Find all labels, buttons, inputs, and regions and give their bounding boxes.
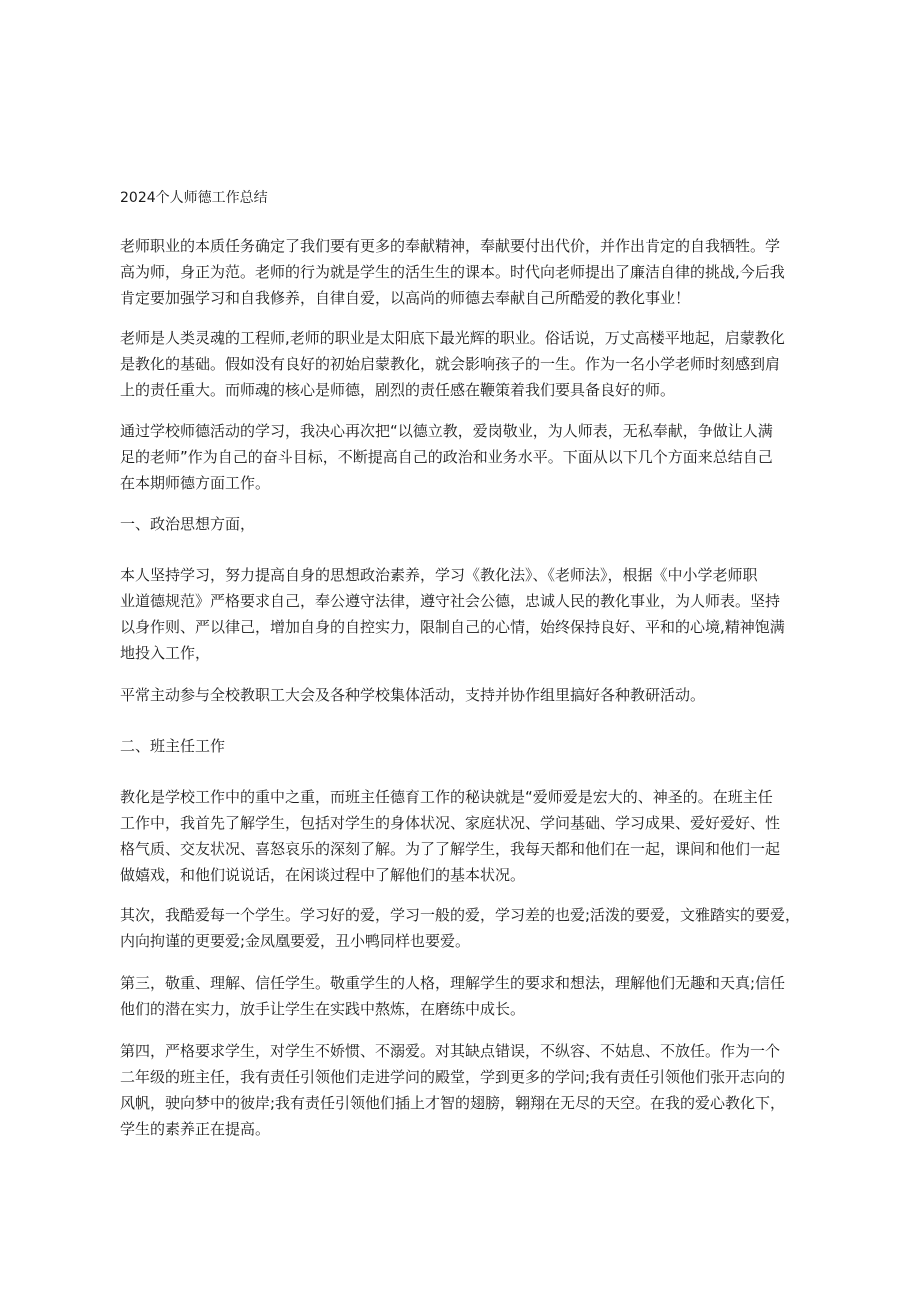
paragraph-line: 地投入工作， — [120, 644, 211, 662]
paragraph-line: 风帆，驶向梦中的彼岸;我有责任引领他们插上才智的翅膀，翱翔在无尽的天空。在我的爱心教化下， — [120, 1094, 786, 1112]
paragraph-line: 学生的素养正在提高。 — [120, 1120, 271, 1138]
paragraph-2 — [120, 325, 785, 403]
paragraph-8 — [120, 970, 785, 1022]
paragraph-5 — [120, 682, 705, 708]
section-heading-politics — [120, 511, 255, 537]
paragraph-line: 高为师，身正为范。老师的行为就是学生的活生生的课本。时代向老师提出了廉洁自律的挑战,今后我 — [120, 263, 785, 281]
paragraph-line: 第三，敬重、理解、信任学生。敬重学生的人格，理解学生的要求和想法，理解他们无趣和天真;信任 — [120, 974, 786, 992]
section-heading-class-teacher — [120, 733, 225, 759]
paragraph-line: 平常主动参与全校教职工大会及各种学校集体活动，支持并协作组里搞好各种教研活动。 — [120, 686, 706, 704]
paragraph-6 — [120, 784, 780, 888]
paragraph-4 — [120, 562, 785, 666]
section-heading: 一、政治思想方面， — [120, 515, 256, 533]
paragraph-line: 在本期师德方面工作。 — [120, 474, 271, 492]
document-title: 2024个人师德工作总结 — [120, 190, 268, 206]
paragraph-line: 其次，我酷爱每一个学生。学习好的爱，学习一般的爱，学习差的也爱;活泼的要爱，文雅踏实的要爱， — [120, 906, 801, 924]
paragraph-line: 格气质、交友状况、喜怒哀乐的深刻了解。为了了解学生，我每天都和他们在一起，课间和他们一起 — [120, 840, 781, 858]
paragraph-line: 内向拘谨的更要爱;金凤凰要爱，丑小鸭同样也要爱。 — [120, 932, 471, 950]
paragraph-line: 做嬉戏，和他们说说话，在闲谈过程中了解他们的基本状况。 — [120, 866, 526, 884]
paragraph-line: 足的老师”作为自己的奋斗目标，不断提高自己的政治和业务水平。下面从以下几个方面来总结自己 — [120, 448, 773, 466]
paragraph-line: 第四，严格要求学生，对学生不娇惯、不溺爱。对其缺点错误，不纵容、不姑息、不放任。作为一个 — [120, 1042, 781, 1060]
paragraph-line: 上的责任重大。而师魂的核心是师德，剧烈的责任感在鞭策着我们要具备良好的师。 — [120, 381, 676, 399]
paragraph-7 — [120, 902, 800, 954]
paragraph-1 — [120, 233, 785, 311]
paragraph-line: 肯定要加强学习和自我修养，自律自爱，以高尚的师德去奉献自己所酷爱的教化事业！ — [120, 289, 691, 307]
paragraph-line: 二年级的班主任，我有责任引领他们走进学问的殿堂，学到更多的学问;我有责任引领他们张开志向的 — [120, 1068, 786, 1086]
paragraph-line: 老师职业的本质任务确定了我们要有更多的奉献精神，奉献要付出代价，并作出肯定的自我牺牲。学 — [120, 237, 781, 255]
paragraph-9 — [120, 1038, 785, 1142]
section-heading: 二、班主任工作 — [120, 737, 226, 755]
paragraph-line: 业道德规范》严格要求自己，奉公遵守法律，遵守社会公德，忠诚人民的教化事业，为人师表。坚持 — [120, 592, 781, 610]
paragraph-line: 教化是学校工作中的重中之重，而班主任德育工作的秘诀就是“爱师爱是宏大的、神圣的。在班主任 — [120, 788, 773, 806]
paragraph-line: 工作中，我首先了解学生，包括对学生的身体状况、家庭状况、学问基础、学习成果、爱好爱好、性 — [120, 814, 781, 832]
paragraph-line: 通过学校师德活动的学习，我决心再次把“以德立教，爱岗敬业，为人师表，无私奉献，争做让人满 — [120, 422, 773, 440]
paragraph-3 — [120, 418, 773, 496]
paragraph-line: 以身作则、严以律己，增加自身的自控实力，限制自己的心情，始终保持良好、平和的心境,精神饱满 — [120, 618, 785, 636]
paragraph-line: 是教化的基础。假如没有良好的初始启蒙教化，就会影响孩子的一生。作为一名小学老师时刻感到肩 — [120, 355, 781, 373]
paragraph-line: 老师是人类灵魂的工程师,老师的职业是太阳底下最光辉的职业。俗话说，万丈高楼平地起，启蒙教化 — [120, 329, 785, 347]
paragraph-line: 他们的潜在实力，放手让学生在实践中熬炼，在磨练中成长。 — [120, 1000, 526, 1018]
paragraph-line: 本人坚持学习，努力提高自身的思想政治素养，学习《教化法》、《老师法》，根据《中小学老师职 — [120, 566, 758, 584]
